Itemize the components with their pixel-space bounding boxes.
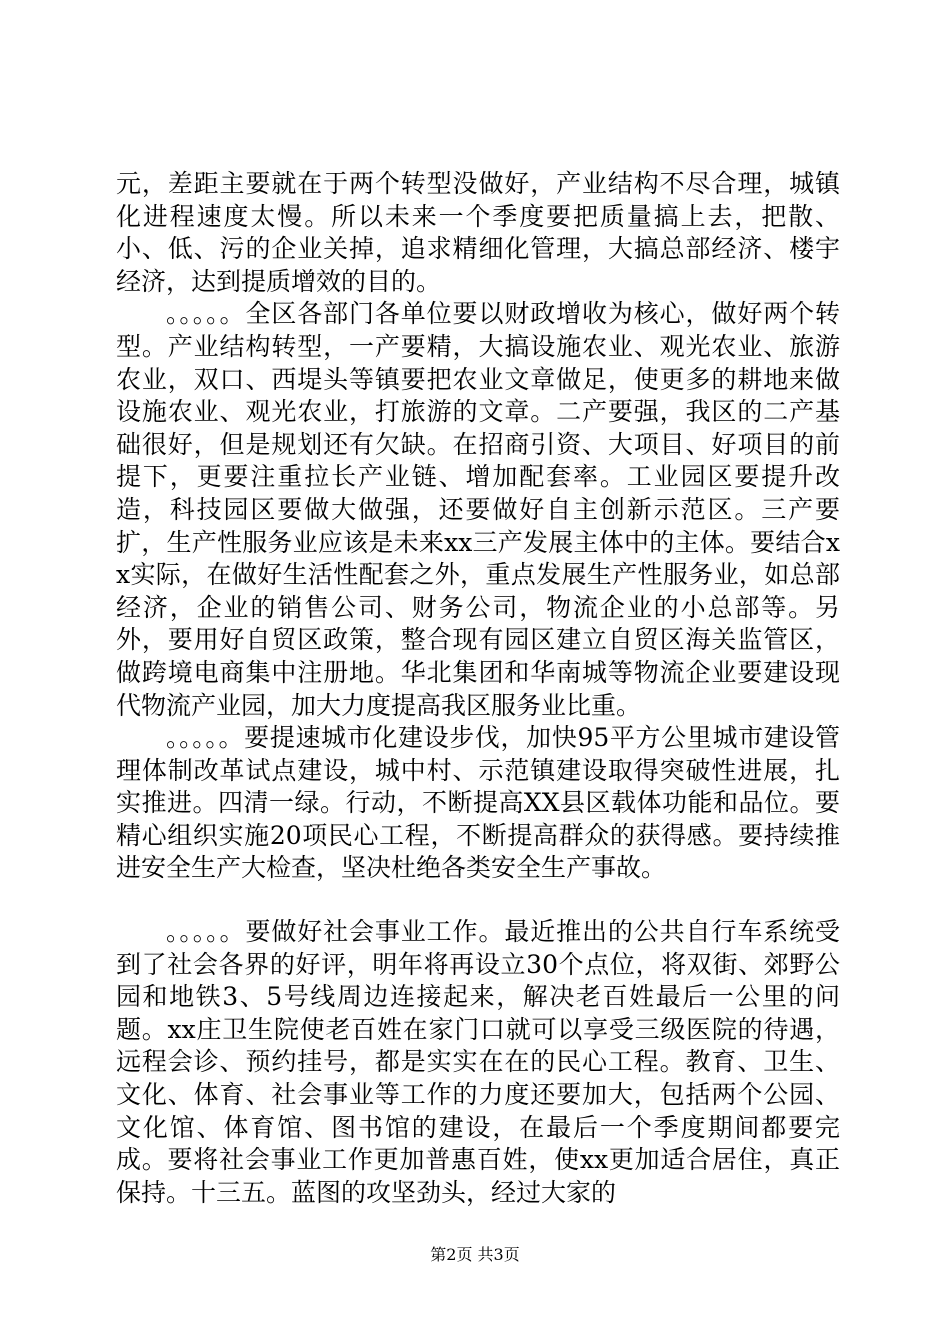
paragraph-spacer: [116, 885, 840, 916]
paragraph-1: 元，差距主要就在于两个转型没做好，产业结构不尽合理，城镇化进程速度太慢。所以未来一个季度要把质量搞上去，把散、小、低、污的企业关掉，追求精细化管理，大搞总部经济、楼宇经济，达到提质增效的目的。: [116, 169, 840, 296]
paragraph-2: 。。。。。全区各部门各单位要以财政增收为核心，做好两个转型。产业结构转型，一产要精，大搞设施农业、观光农业、旅游农业，双口、西堤头等镇要把农业文章做足，使更多的耕地来做设施农业、观光农业，打旅游的文章。二产要强，我区的二产基础很好，但是规划还有欠缺。在招商引资、大项目、好项目的前提下，更要注重拉长产业链、增加配套率。工业园区要提升改造，科技园区要做大做强，还要做好自主创新示范区。三产要扩，生产性服务业应该是未来xx三产发展主体中的主体。要结合xx实际，在做好生活性配套之外，重点发展生产性服务业，如总部经济，企业的销售公司、财务公司，物流企业的小总部等。另外，要用好自贸区政策，整合现有园区建立自贸区海关监管区，做跨境电商集中注册地。华北集团和华南城等物流企业要建设现代物流产业园，加大力度提高我区服务业比重。: [116, 299, 840, 720]
document-body: [116, 168, 840, 1209]
page-footer: 第2页 共3页: [430, 1245, 520, 1264]
paragraph-4: 。。。。。要做好社会事业工作。最近推出的公共自行车系统受到了社会各界的好评，明年将再设立30个点位，将双街、郊野公园和地铁3、5号线周边连接起来，解决老百姓最后一公里的问题。xx庄卫生院使老百姓在家门口就可以享受三级医院的待遇，远程会诊、预约挂号，都是实实在在的民心工程。教育、卫生、文化、体育、社会事业等工作的力度还要加大，包括两个公园、文化馆、体育馆、图书馆的建设，在最后一个季度期间都要完成。要将社会事业工作更加普惠百姓，使xx更加适合居住，真正保持。十三五。蓝图的攻坚劲头，经过大家的: [116, 917, 840, 1207]
paragraph-3: 。。。。。要提速城市化建设步伐，加快95平方公里城市建设管理体制改革试点建设，城中村、示范镇建设取得突破性进展，扎实推进。四清一绿。行动，不断提高XX县区载体功能和品位。要精心组织实施20项民心工程，不断提高群众的获得感。要持续推进安全生产大检查，坚决杜绝各类安全生产事故。: [116, 723, 840, 883]
